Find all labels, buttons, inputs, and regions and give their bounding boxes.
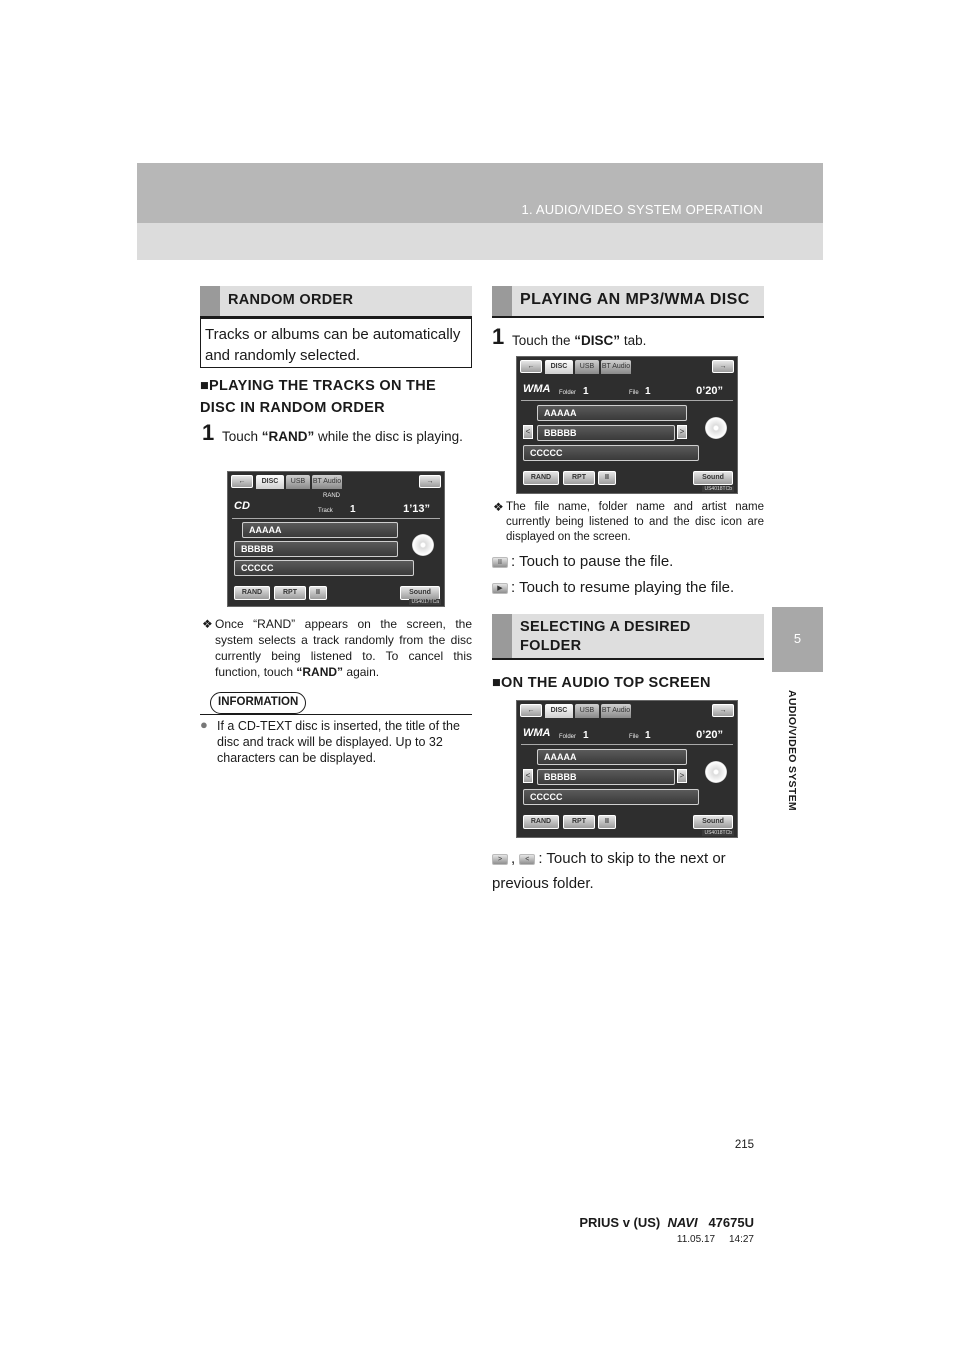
tab-disc[interactable]: DISC bbox=[545, 360, 573, 374]
rand-button[interactable]: RAND bbox=[234, 586, 270, 600]
step-text-end: while the disc is playing. bbox=[314, 429, 463, 444]
section-header-random-order bbox=[200, 286, 472, 318]
bullet-keyword: “RAND” bbox=[296, 665, 344, 679]
information-rule bbox=[200, 714, 472, 715]
folder-label: Folder bbox=[559, 734, 577, 740]
sub-heading-random bbox=[200, 375, 472, 419]
folder-row[interactable]: BBBBB bbox=[537, 425, 675, 441]
rand-indicator: RAND bbox=[323, 493, 341, 499]
step-keyword: “RAND” bbox=[261, 429, 315, 444]
step-keyword: “DISC” bbox=[574, 333, 621, 348]
back-arrow-icon[interactable]: ← bbox=[231, 475, 253, 488]
file-number: 1 bbox=[645, 386, 651, 397]
section-title: SELECTING A DESIRED FOLDER bbox=[520, 619, 691, 654]
section-marker bbox=[492, 286, 512, 316]
track-number: 1 bbox=[350, 504, 356, 515]
disc-icon bbox=[705, 417, 727, 439]
tab-bt-audio[interactable]: BT Audio bbox=[312, 475, 342, 489]
divider bbox=[232, 518, 440, 519]
artist-row[interactable]: CCCCC bbox=[523, 445, 699, 461]
file-label: File bbox=[629, 734, 639, 740]
tab-disc[interactable]: DISC bbox=[256, 475, 284, 489]
next-folder-icon[interactable]: > bbox=[677, 425, 687, 439]
print-date: 11.05.17 14:27 bbox=[676, 1234, 754, 1245]
header-subband bbox=[137, 223, 823, 260]
source-label: CD bbox=[234, 500, 250, 512]
forward-arrow-icon[interactable]: → bbox=[712, 704, 734, 717]
pause-button[interactable]: II bbox=[598, 471, 616, 485]
elapsed-time: 0’20” bbox=[696, 729, 723, 741]
next-folder-icon[interactable]: > bbox=[677, 769, 687, 783]
sound-button[interactable]: Sound bbox=[693, 471, 733, 485]
section-title: PLAYING AN MP3/WMA DISC bbox=[520, 291, 750, 308]
sound-button[interactable]: Sound bbox=[400, 586, 440, 600]
folder-label: Folder bbox=[559, 390, 577, 396]
model-name: PRIUS v (US) bbox=[579, 1215, 661, 1230]
sub-heading-text: ■ON THE AUDIO TOP SCREEN bbox=[492, 675, 711, 691]
tab-bt-audio[interactable]: BT Audio bbox=[601, 360, 631, 374]
screen-cd-random bbox=[227, 471, 445, 607]
pause-description bbox=[492, 551, 764, 573]
section-header-select-folder bbox=[492, 614, 764, 660]
tab-usb[interactable]: USB bbox=[575, 360, 599, 374]
pause-button[interactable]: II bbox=[309, 586, 327, 600]
track-label: Track bbox=[318, 508, 333, 514]
artist-row[interactable]: CCCCC bbox=[523, 789, 699, 805]
divider bbox=[521, 744, 733, 745]
track-row[interactable]: AAAAA bbox=[242, 522, 398, 538]
figure-code: US4018TCb bbox=[704, 486, 732, 492]
divider bbox=[521, 400, 733, 401]
screen-folder-select bbox=[516, 700, 738, 838]
folder-number: 1 bbox=[583, 386, 589, 397]
bullet-rand-info bbox=[202, 616, 472, 680]
skip-description: > , < : Touch to skip to the next or previous folder. bbox=[492, 850, 726, 892]
step-text: Touch the bbox=[512, 333, 575, 348]
section-title: RANDOM ORDER bbox=[228, 292, 354, 308]
bullet-dot: ❖ bbox=[202, 617, 213, 631]
bullet-dot: ❖ bbox=[493, 500, 504, 514]
step-number: 1 bbox=[492, 324, 505, 349]
section-marker bbox=[492, 614, 512, 658]
tab-bt-audio[interactable]: BT Audio bbox=[601, 704, 631, 718]
forward-arrow-icon[interactable]: → bbox=[419, 475, 441, 488]
information-text: If a CD-TEXT disc is inserted, the title of the disc and track will be displayed. Up to 32 characters can be displayed. bbox=[217, 719, 460, 765]
side-tab-number: 5 bbox=[772, 607, 823, 672]
screen-wma-disc bbox=[516, 356, 738, 494]
chapter-title: 1. AUDIO/VIDEO SYSTEM OPERATION bbox=[521, 202, 763, 217]
rpt-button[interactable]: RPT bbox=[563, 471, 595, 485]
sound-button[interactable]: Sound bbox=[693, 815, 733, 829]
rand-button[interactable]: RAND bbox=[523, 815, 559, 829]
resume-text: : Touch to resume playing the file. bbox=[511, 579, 735, 596]
skip-text: : Touch to skip to the next or previous folder. bbox=[492, 850, 726, 892]
model-number: 47675U bbox=[708, 1215, 754, 1230]
bullet-text: The file name, folder name and artist name currently being listened to and the disc icon are displayed on the screen. bbox=[506, 501, 764, 543]
forward-arrow-icon[interactable]: → bbox=[712, 360, 734, 373]
file-row[interactable]: AAAAA bbox=[537, 405, 687, 421]
figure-code: US4017TCa bbox=[411, 599, 439, 605]
rand-button[interactable]: RAND bbox=[523, 471, 559, 485]
prev-folder-icon[interactable]: < bbox=[523, 425, 533, 439]
info-bullet-icon: ● bbox=[200, 717, 208, 732]
model-navi: NAVI bbox=[667, 1215, 698, 1230]
file-label: File bbox=[629, 390, 639, 396]
prev-folder-icon[interactable]: < bbox=[523, 769, 533, 783]
pause-text: : Touch to pause the file. bbox=[511, 553, 674, 570]
section-marker bbox=[200, 286, 220, 316]
figure-code: US4018TCb bbox=[704, 830, 732, 836]
rpt-button[interactable]: RPT bbox=[274, 586, 306, 600]
page-number: 215 bbox=[734, 1139, 754, 1151]
file-number: 1 bbox=[645, 730, 651, 741]
bullet-text: Once “RAND” appears on the screen, the system selects a track randomly from the disc currently being listened to. To cancel this function, touch bbox=[215, 617, 472, 679]
bullet-file-info bbox=[493, 500, 764, 545]
next-folder-icon: > bbox=[492, 854, 508, 865]
information-label: INFORMATION bbox=[210, 692, 306, 714]
header-band bbox=[137, 163, 823, 223]
tab-usb[interactable]: USB bbox=[286, 475, 310, 489]
tab-usb[interactable]: USB bbox=[575, 704, 599, 718]
tab-disc[interactable]: DISC bbox=[545, 704, 573, 718]
side-tab-label: AUDIO/VIDEO SYSTEM bbox=[786, 690, 798, 811]
back-arrow-icon[interactable]: ← bbox=[520, 704, 542, 717]
back-arrow-icon[interactable]: ← bbox=[520, 360, 542, 373]
step-1-disc-tab bbox=[492, 324, 762, 352]
folder-row[interactable]: BBBBB bbox=[537, 769, 675, 785]
resume-description bbox=[492, 577, 764, 599]
file-row[interactable]: AAAAA bbox=[537, 749, 687, 765]
elapsed-time: 0’20” bbox=[696, 385, 723, 397]
play-icon: ▶ bbox=[492, 583, 508, 594]
artist-row[interactable]: CCCCC bbox=[234, 560, 414, 576]
sub-heading-audio-top bbox=[492, 672, 764, 694]
prev-folder-icon: < bbox=[519, 854, 535, 865]
elapsed-time: 1’13” bbox=[403, 503, 430, 515]
step-1-rand bbox=[202, 420, 472, 448]
model-code bbox=[579, 1215, 754, 1230]
disc-icon bbox=[412, 534, 434, 556]
sub-heading-text: ■PLAYING THE TRACKS ON THE DISC IN RANDOM ORDER bbox=[200, 378, 436, 416]
step-number: 1 bbox=[202, 420, 215, 445]
folder-number: 1 bbox=[583, 730, 589, 741]
pause-icon: II bbox=[492, 557, 508, 568]
source-label: WMA bbox=[523, 727, 551, 739]
disc-icon bbox=[705, 761, 727, 783]
pause-button[interactable]: II bbox=[598, 815, 616, 829]
step-text: Touch bbox=[222, 429, 262, 444]
section-header-mp3-wma bbox=[492, 286, 764, 318]
rpt-button[interactable]: RPT bbox=[563, 815, 595, 829]
disc-row[interactable]: BBBBB bbox=[234, 541, 398, 557]
source-label: WMA bbox=[523, 383, 551, 395]
step-text-end: tab. bbox=[620, 333, 647, 348]
intro-box: Tracks or albums can be automatically and randomly selected. bbox=[200, 318, 472, 368]
bullet-text-end: again. bbox=[343, 665, 380, 679]
